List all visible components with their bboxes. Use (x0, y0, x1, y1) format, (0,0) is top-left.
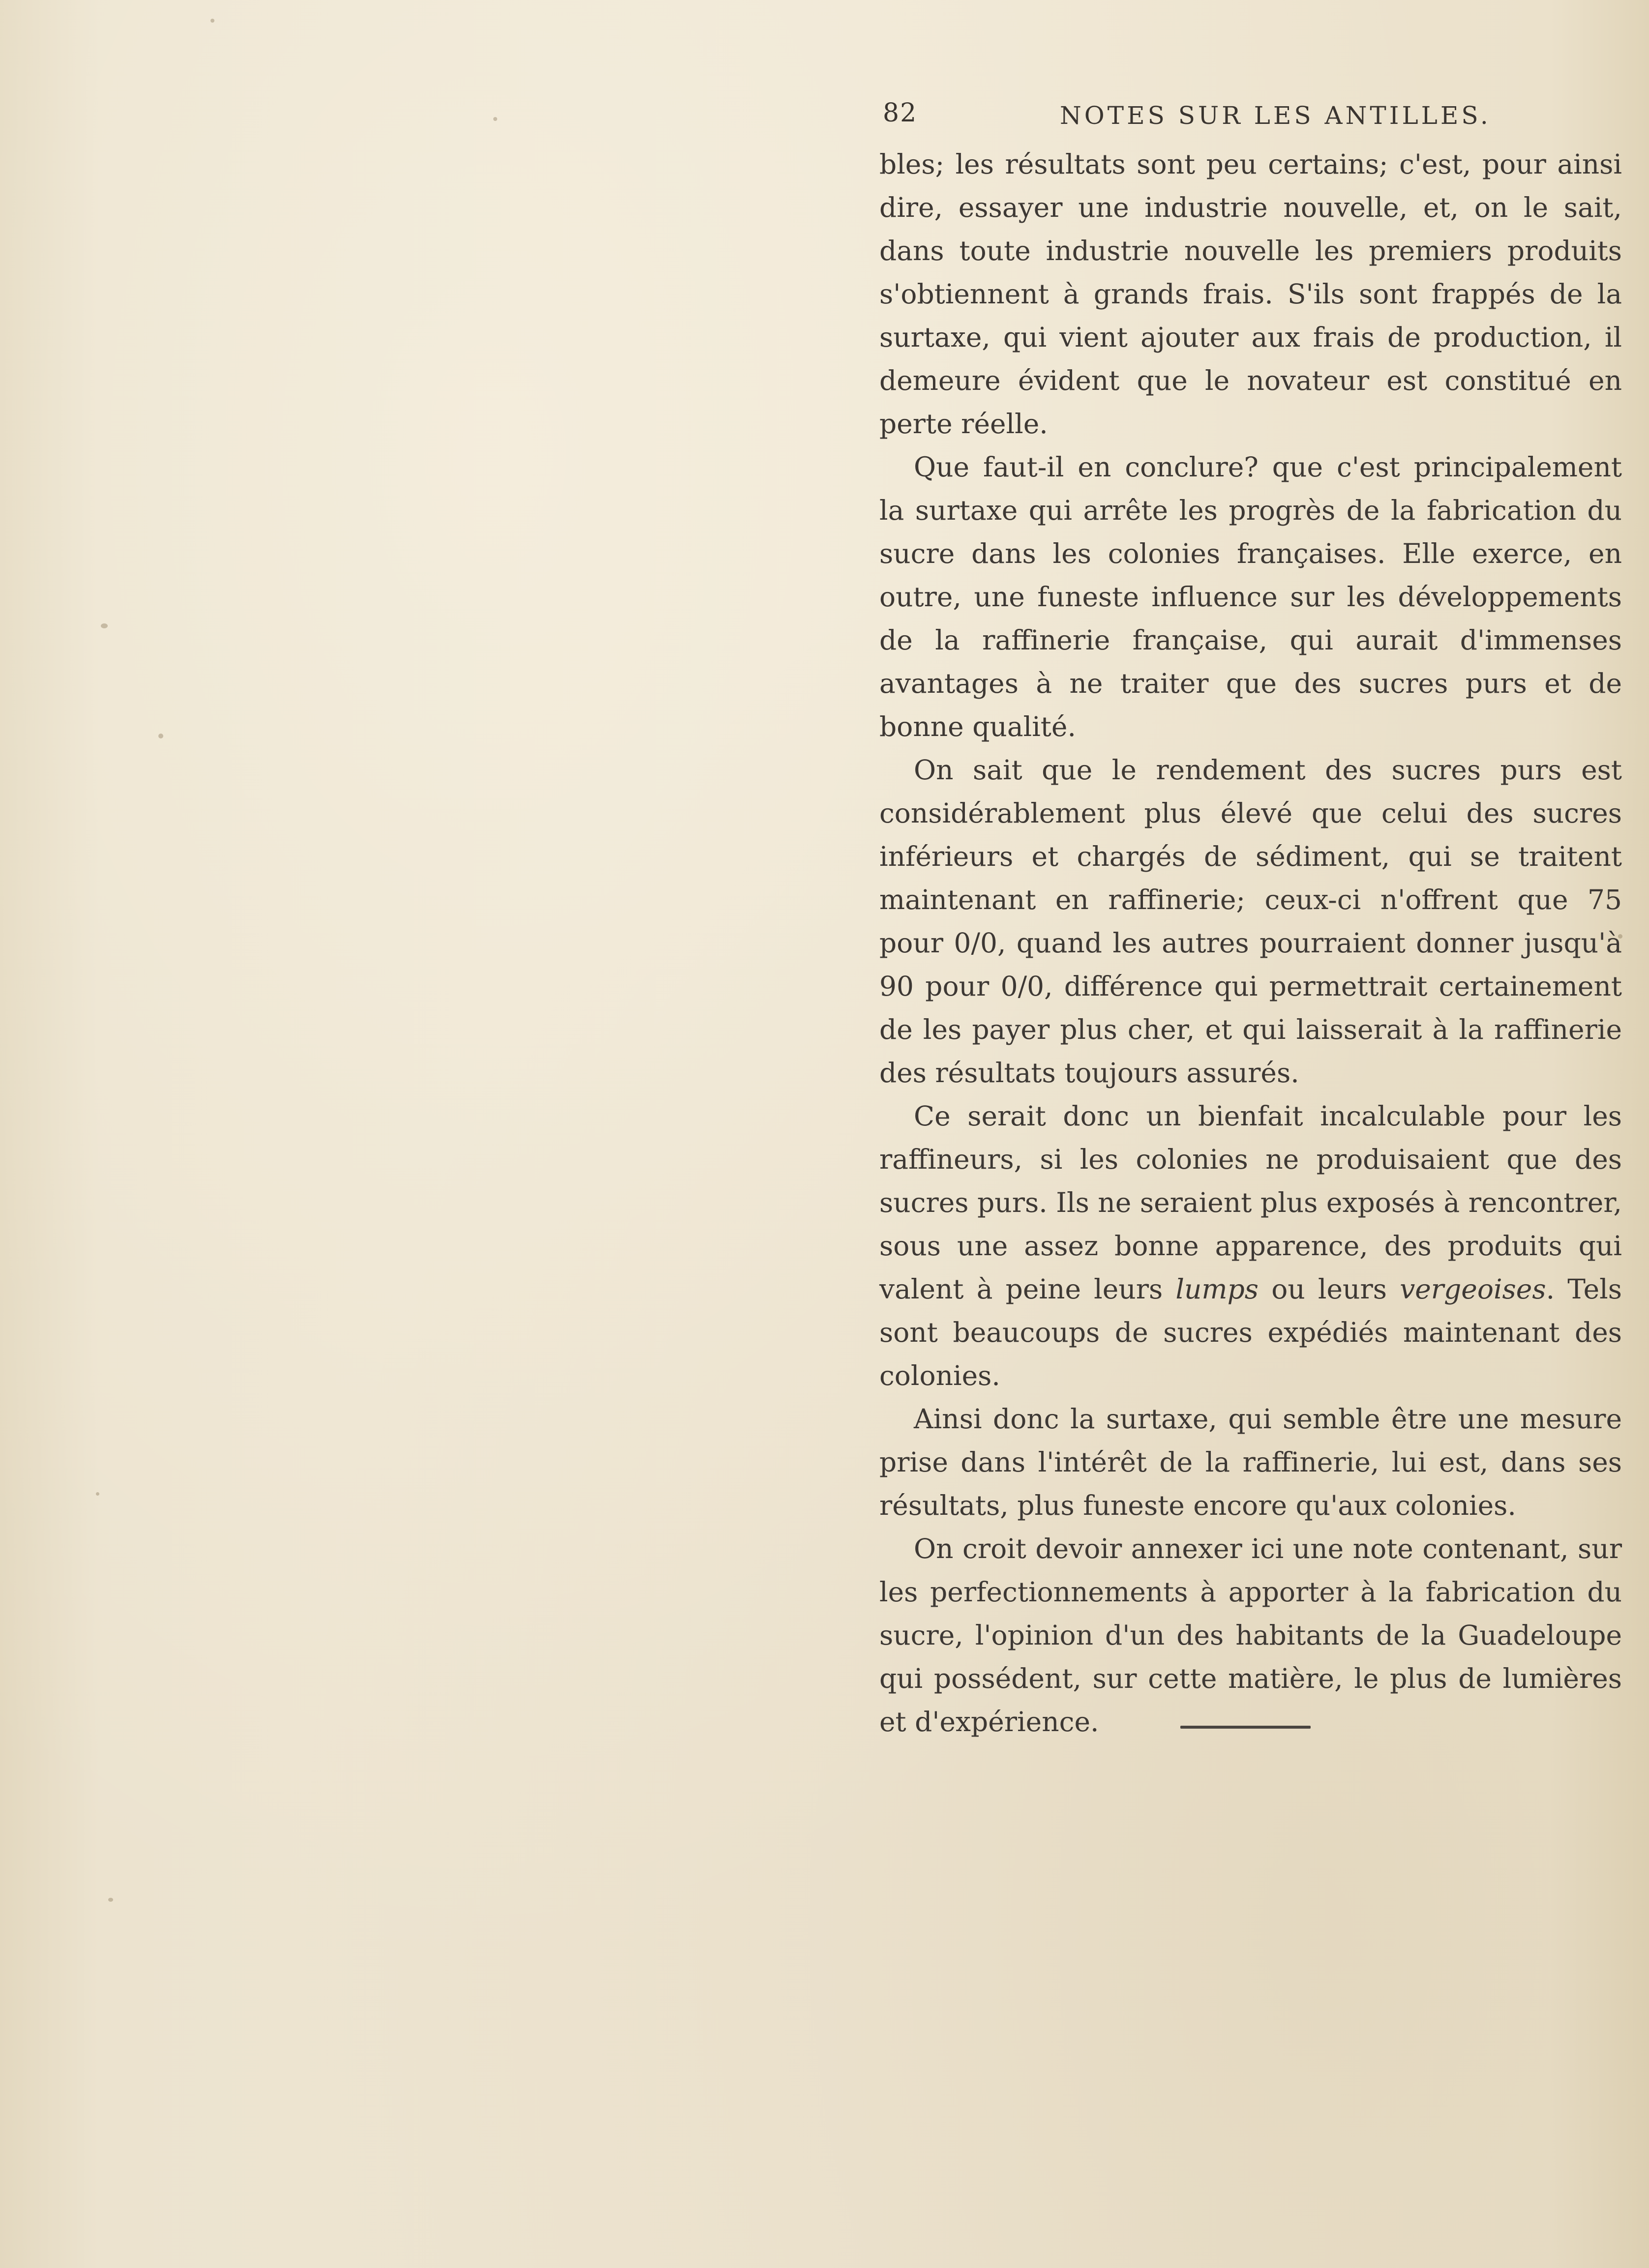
paper-spot (493, 117, 497, 121)
section-end-rule (1180, 1726, 1311, 1729)
paper-spot (101, 623, 108, 628)
paper-spot (108, 1898, 113, 1902)
page-number: 82 (883, 98, 918, 128)
paragraph-refiners-text-3: . Tels sont beaucoups de sucres expédiés maintenant des colonies. (879, 1273, 1622, 1391)
italic-lumps: lumps (1175, 1273, 1259, 1305)
paragraph-surtax: Ainsi donc la surtaxe, qui semble être une mesure prise dans l'intérêt de la raffinerie, lui est, dans ses résultats, plus funeste encore qu'aux colonies. (879, 1403, 1622, 1521)
paragraph-conclusion: Que faut-il en conclure? que c'est principalement la surtaxe qui arrête les progrès de la fabrication du sucre dans les colonies françaises. Elle exerce, en outre, une funeste influence sur les développements de la raffinerie française, qui aurait d'immenses avantages à ne traiter que des sucres purs et de bonne qualité. (879, 451, 1622, 742)
paragraph-continuation: bles; les résultats sont peu certains; c'est, pour ainsi dire, essayer une industrie nouvelle, et, on le sait, dans toute industrie nouvelle les premiers produits s'obtiennent à grands frais. S'ils sont frappés de la surtaxe, qui vient ajouter aux frais de production, il demeure évident que le novateur est constitué en perte réelle. (879, 148, 1622, 440)
paper-spot (210, 19, 214, 23)
body-text (879, 143, 1622, 1743)
paragraph-yield: On sait que le rendement des sucres purs est considérablement plus élevé que celui des sucres inférieurs et chargés de sédiment, qui se traitent maintenant en raffinerie; ceux-ci n'offrent que 75 pour 0/0, quand les autres pourraient donner jusqu'à 90 pour 0/0, différence qui permettrait certainement de les payer plus cher, et qui laisserait à la raffinerie des résultats toujours assurés. (879, 754, 1622, 1089)
paper-spot (158, 734, 163, 738)
paper-spot (96, 1492, 99, 1496)
paragraph-refiners (879, 1094, 1622, 1397)
paragraph-refiners-text-1: Ce serait donc un bienfait incalculable pour les raffineurs, si les colonies ne produisaient que des sucres purs. Ils ne seraient plus exposés à rencontrer, sous une assez bonne apparence, des produits qui valent à peine leurs (879, 1100, 1622, 1305)
paragraph-refiners-text-2: ou leurs (1259, 1273, 1400, 1305)
running-title: NOTES SUR LES ANTILLES. (1060, 101, 1491, 130)
italic-vergeoises: vergeoises (1400, 1273, 1546, 1305)
paragraph-annex-note: On croit devoir annexer ici une note contenant, sur les perfectionnements à apporter à la fabrication du sucre, l'opinion d'un des habitants de la Guadeloupe qui possédent, sur cette matière, le plus de lumières et d'expérience. (879, 1533, 1622, 1738)
running-header (883, 98, 1620, 133)
